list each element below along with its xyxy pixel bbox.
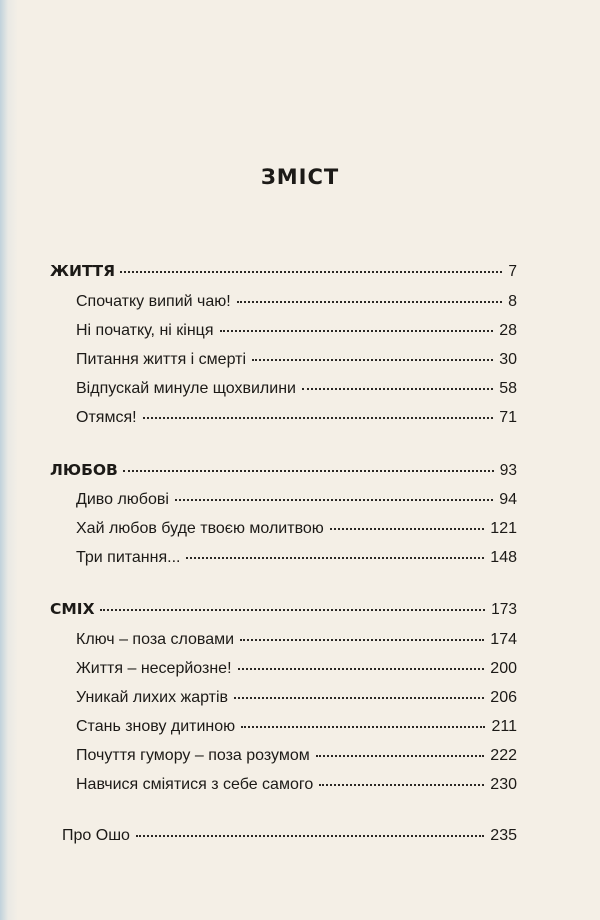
toc-entry-label: Стань знову дитиною xyxy=(76,718,236,735)
toc-page-number: 58 xyxy=(499,380,517,397)
toc-entry xyxy=(76,544,517,568)
toc-entry xyxy=(76,684,517,708)
toc-page-number: 222 xyxy=(490,747,517,764)
toc-entry xyxy=(76,655,517,679)
toc-entry xyxy=(76,288,517,312)
toc-section-smikh xyxy=(50,596,517,620)
dot-leader xyxy=(240,623,484,641)
dot-leader xyxy=(123,454,494,472)
toc-page-number: 28 xyxy=(499,322,517,339)
toc-page-number: 230 xyxy=(490,776,517,793)
toc-entry xyxy=(76,771,517,795)
toc-entry-label: Навчися сміятися з себе самого xyxy=(76,776,314,793)
toc-entry-label: Питання життя і смерті xyxy=(76,351,246,368)
toc-entry xyxy=(76,375,517,399)
toc-entry-label: Спочатку випий чаю! xyxy=(76,293,231,310)
toc-page-number: 173 xyxy=(491,601,517,618)
toc-section-zhyttia xyxy=(50,258,517,282)
dot-leader xyxy=(241,710,485,728)
toc-entry-label: Почуття гумору – поза розумом xyxy=(76,747,310,764)
dot-leader xyxy=(316,739,485,757)
toc-entry xyxy=(76,346,517,370)
toc-entry-label: Хай любов буде твоєю молитвою xyxy=(76,520,324,537)
toc-entry xyxy=(76,317,517,341)
toc-entry xyxy=(76,742,517,766)
toc-page-number: 71 xyxy=(499,409,517,426)
toc-section-liubov xyxy=(50,457,517,481)
toc-page-number: 93 xyxy=(499,462,517,479)
page-title: ЗМІСТ xyxy=(260,165,340,189)
dot-leader xyxy=(237,285,502,303)
toc-page-number: 30 xyxy=(499,351,517,368)
toc-entry-label: Отямся! xyxy=(76,409,137,426)
toc-entry xyxy=(76,626,517,650)
toc-entry-label: Відпускай минуле щохвилини xyxy=(76,380,296,397)
toc-entry-label: Ні початку, ні кінця xyxy=(76,322,214,339)
dot-leader xyxy=(319,768,484,786)
toc-page-number: 235 xyxy=(490,827,517,844)
toc-page-number: 121 xyxy=(490,520,517,537)
toc-page-number: 8 xyxy=(508,293,517,310)
toc-entry xyxy=(76,515,517,539)
toc-page-number: 7 xyxy=(508,263,517,280)
toc-entry-label: Уникай лихих жартів xyxy=(76,689,229,706)
dot-leader xyxy=(252,343,493,361)
toc-entry-label: Ключ – поза словами xyxy=(76,631,235,648)
dot-leader xyxy=(120,255,502,273)
toc-entry-label: Про Ошо xyxy=(62,827,130,844)
toc-page-number: 206 xyxy=(490,689,517,706)
dot-leader xyxy=(136,819,484,837)
dot-leader xyxy=(175,483,493,501)
dot-leader xyxy=(143,401,494,419)
toc-section-label: ЛЮБОВ xyxy=(50,461,118,479)
toc-entry xyxy=(76,486,517,510)
toc-page-number: 148 xyxy=(490,549,517,566)
dot-leader xyxy=(234,681,484,699)
toc-section-label: ЖИТТЯ xyxy=(50,262,116,280)
dot-leader xyxy=(302,372,493,390)
dot-leader xyxy=(238,652,485,670)
toc-section-label: СМІХ xyxy=(50,600,95,618)
toc-entry-label: Життя – несерйозне! xyxy=(76,660,232,677)
toc-page-number: 174 xyxy=(490,631,517,648)
dot-leader xyxy=(330,512,485,530)
toc-entry-label: Три питання... xyxy=(76,549,181,566)
dot-leader xyxy=(100,593,486,611)
toc-page-number: 200 xyxy=(490,660,517,677)
toc-entry-about xyxy=(62,822,517,846)
toc-page-number: 94 xyxy=(499,491,517,508)
dot-leader xyxy=(220,314,494,332)
dot-leader xyxy=(186,541,484,559)
toc-page-number: 211 xyxy=(491,718,517,735)
toc-entry xyxy=(76,404,517,428)
toc-entry xyxy=(76,713,517,737)
toc-entry-label: Диво любові xyxy=(76,491,169,508)
